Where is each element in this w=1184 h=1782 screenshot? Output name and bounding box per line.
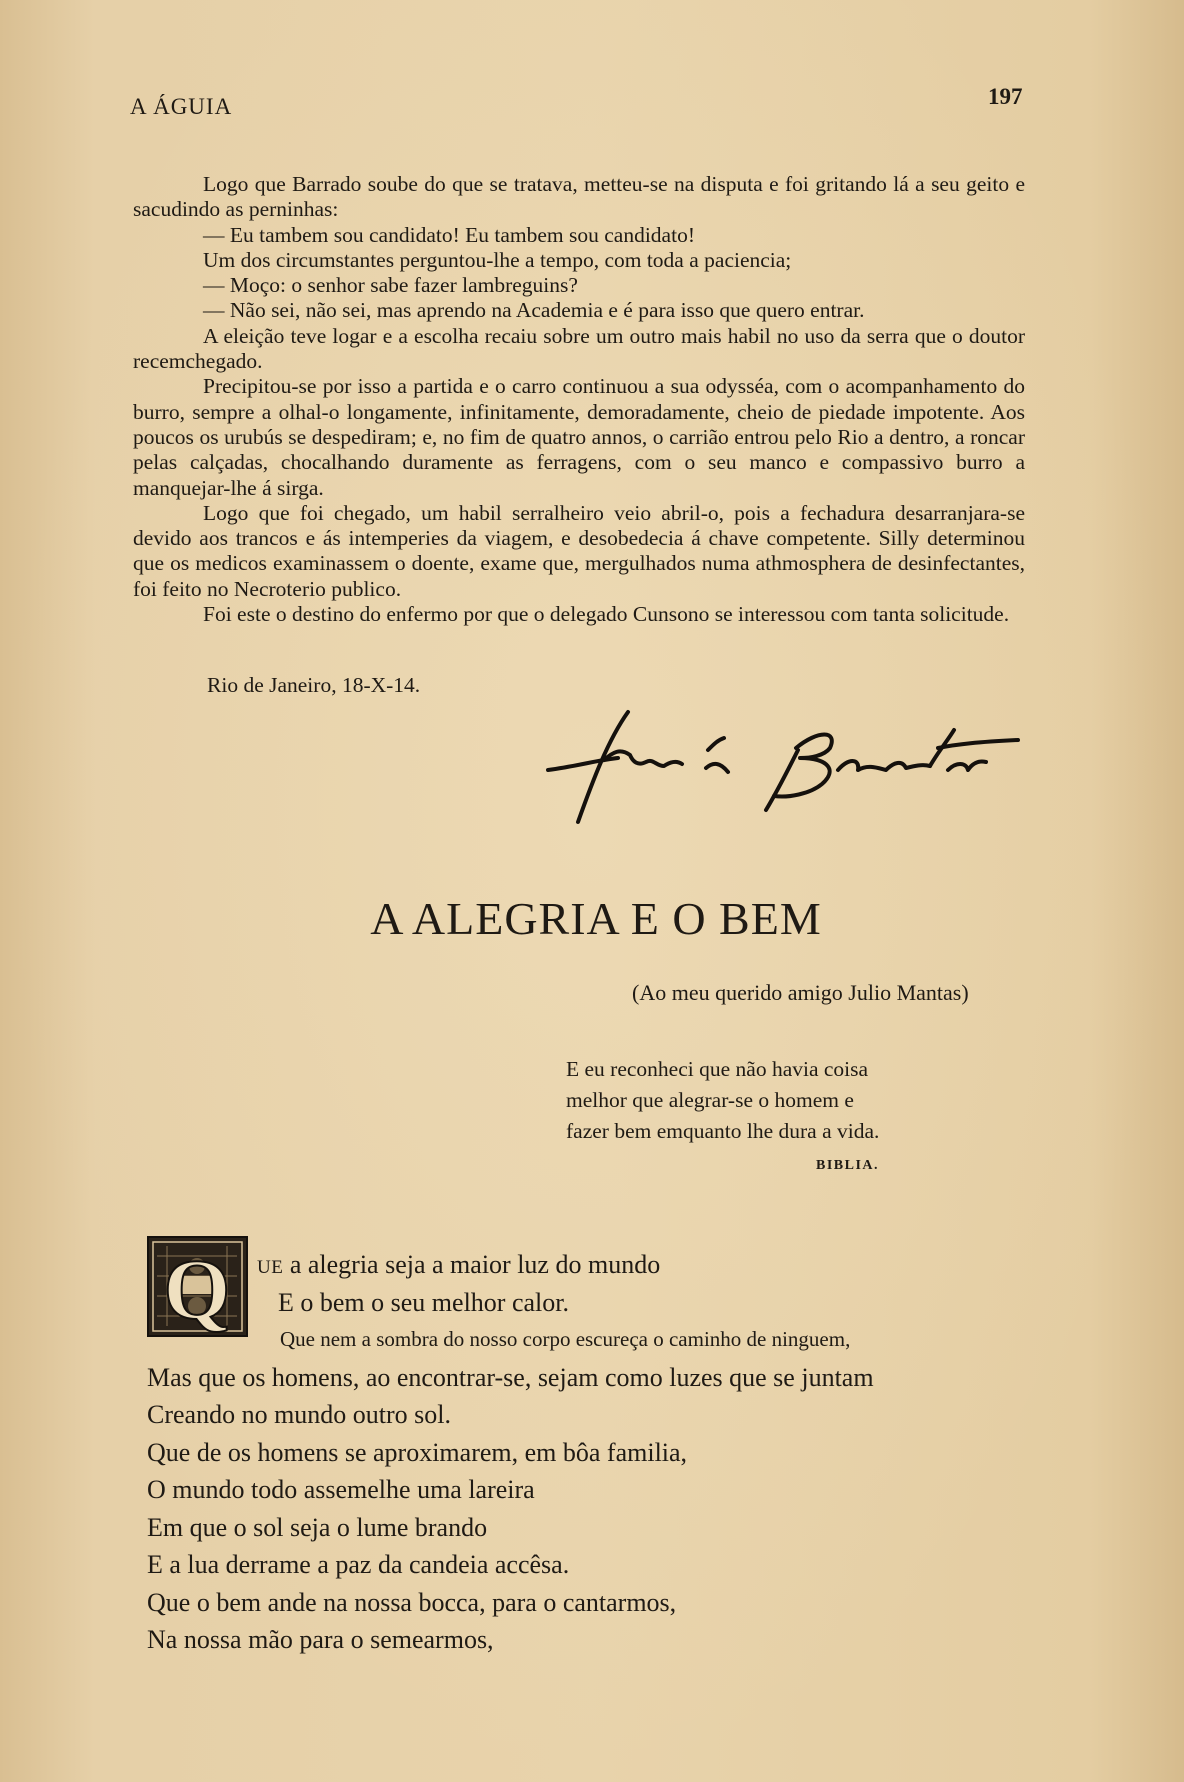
- poem-line: Em que o sol seja o lume brando: [147, 1512, 488, 1542]
- epigraph-line: melhor que alegrar-se o homem e: [566, 1088, 854, 1112]
- dedication: (Ao meu querido amigo Julio Mantas): [632, 980, 969, 1005]
- poem-line: [147, 1246, 1047, 1284]
- dropcap-letter: Q: [163, 1241, 231, 1337]
- paragraph: Um dos circumstantes perguntou-lhe a tempo, com toda a paciencia;: [203, 247, 792, 272]
- epigraph-line: fazer bem emquanto lhe dura a vida.: [566, 1119, 880, 1143]
- paragraph: — Moço: o senhor sabe fazer lambreguins?: [203, 273, 578, 298]
- dateline: Rio de Janeiro, 18-X-14.: [207, 673, 421, 697]
- poem-body: [147, 1246, 1047, 1659]
- epigraph: [566, 1054, 986, 1147]
- epigraph-source: BIBLIA.: [816, 1158, 880, 1173]
- paragraph: — Não sei, não sei, mas aprendo na Academia e é para isso que quero entrar.: [203, 298, 865, 323]
- poem-title: A ALEGRIA E O BEM: [370, 893, 822, 944]
- poem-line: E a lua derrame a paz da candeia accêsa.: [147, 1550, 570, 1579]
- poem-first-line: a alegria seja a maior luz do mundo: [289, 1250, 661, 1279]
- paragraph: Logo que Barrado soube do que se tratava, metteu-se na disputa e foi gritando lá a seu geito e sacudindo as perninhas:: [133, 172, 1025, 222]
- paragraph: Logo que foi chegado, um habil serralheiro veio abril-o, pois a fechadura desarranjara-se devido aos trancos e ás intemperies da viagem, e desobedecia á chave competente. Silly determinou que os medicos examinassem o doente, exame que, mergulhados numa athmosphera de desinfectantes, foi feito no Necroterio publico.: [133, 500, 1025, 601]
- poem-line: Que de os homens se aproximarem, em bôa familia,: [147, 1437, 688, 1467]
- page-number: 197: [988, 84, 1023, 109]
- poem-line: E o bem o seu melhor calor.: [278, 1287, 569, 1317]
- paragraph: Precipitou-se por isso a partida e o carro continuou a sua odysséa, com o acompanhamento do burro, sempre a olhal-o longamente, infinitamente, demoradamente, cheio de piedade impotente. Aos poucos os urubús se despediram; e, no fim de quatro annos, o carrião entrou pelo Rio a dentro, a roncar pelas calçadas, chocalhando duramente as ferragens, com o seu manco e compassivo burro a manquejar-lhe á sirga.: [133, 374, 1025, 500]
- poem-line: Que o bem ande na nossa bocca, para o cantarmos,: [147, 1587, 677, 1617]
- handwritten-signature: [538, 700, 1028, 830]
- paragraph: — Eu tambem sou candidato! Eu tambem sou candidato!: [203, 222, 695, 247]
- poem-line: Mas que os homens, ao encontrar-se, sejam como luzes que se juntam: [147, 1362, 874, 1392]
- running-head: A ÁGUIA: [130, 94, 233, 119]
- prose-block: [133, 172, 1025, 627]
- poem-line: Que nem a sombra do nosso corpo escureça o caminho de ninguem,: [280, 1327, 851, 1351]
- epigraph-line: E eu reconheci que não havia coisa: [566, 1057, 869, 1081]
- poem-line: Na nossa mão para o semearmos,: [147, 1625, 494, 1654]
- poem-line: Creando no mundo outro sol.: [147, 1400, 452, 1429]
- poem-line: O mundo todo assemelhe uma lareira: [147, 1475, 535, 1504]
- paragraph: Foi este o destino do enfermo por que o delegado Cunsono se interessou com tanta solicitude.: [203, 602, 1010, 627]
- poem-smallcaps: UE: [257, 1257, 284, 1278]
- paragraph: A eleição teve logar e a escolha recaiu sobre um outro mais habil no uso da serra que o doutor recemchegado.: [133, 323, 1025, 374]
